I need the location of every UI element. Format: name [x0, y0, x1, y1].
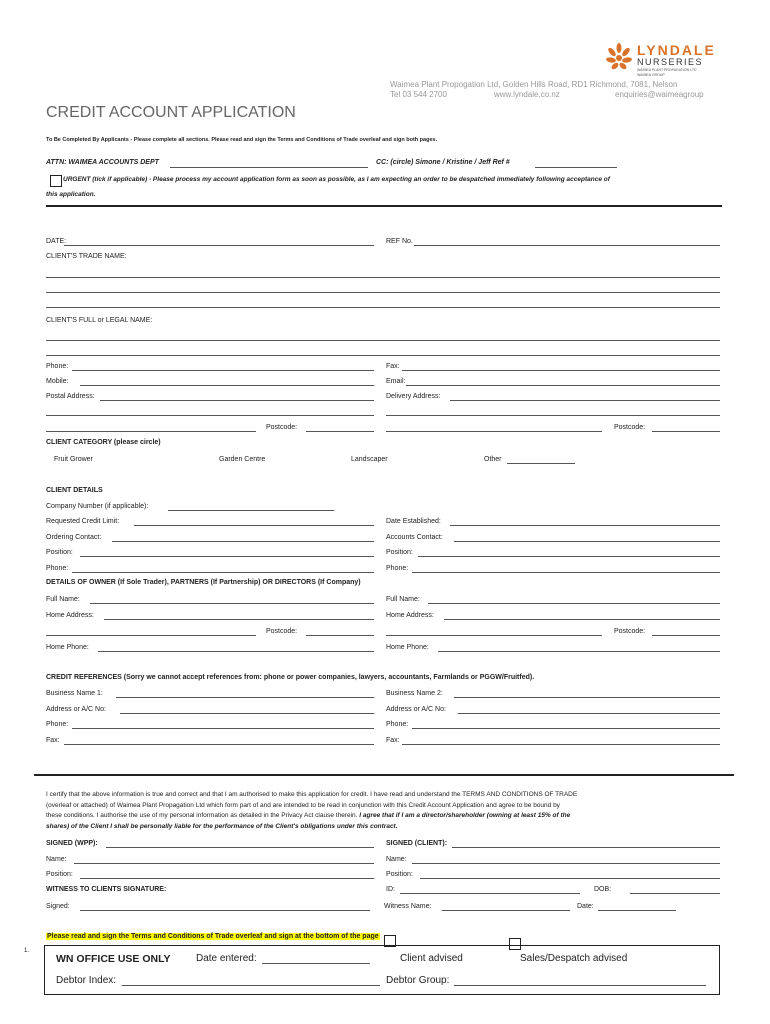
company-number-field[interactable] — [168, 510, 334, 511]
ref-address-label-2: Address or A/C No: — [386, 706, 446, 713]
home-phone-label: Home Phone: — [46, 644, 89, 651]
witness-name-field[interactable] — [442, 910, 570, 911]
full-name-field-2[interactable] — [428, 603, 720, 604]
sign-position-label: Position: — [46, 871, 73, 878]
cd-phone-field-2[interactable] — [412, 572, 720, 573]
sign-position-field[interactable] — [80, 878, 374, 879]
owner-postcode-field[interactable] — [306, 635, 374, 636]
email-field[interactable] — [406, 385, 720, 386]
category-landscaper[interactable]: Landscaper — [351, 456, 388, 463]
sign-position-label-2: Position: — [386, 871, 413, 878]
credit-limit-label: Requested Credit Limit: — [46, 518, 120, 525]
debtor-index-label: Debtor Index: — [56, 975, 117, 986]
ref-fax-field-2[interactable] — [402, 744, 720, 745]
owner-postcode-label-2: Postcode: — [614, 628, 646, 635]
company-number-label: Company Number (if applicable): — [46, 503, 149, 510]
instructions: To Be Completed By Applicants - Please complete all sections. Please read and sign the Terms and Conditions of Trade overleaf and sign both pages. — [46, 137, 438, 143]
mobile-label: Mobile: — [46, 378, 69, 385]
cd-phone-field[interactable] — [72, 572, 374, 573]
witness-date-label: Date: — [577, 903, 594, 910]
ref-phone-field[interactable] — [72, 728, 374, 729]
witness-signed-label: Signed: — [46, 903, 70, 910]
ordering-contact-label: Ordering Contact: — [46, 534, 102, 541]
sign-position-field-2[interactable] — [420, 878, 720, 879]
postal-field[interactable] — [100, 400, 374, 401]
accounts-contact-label: Accounts Contact: — [386, 534, 443, 541]
ref-address-label: Address or A/C No: — [46, 706, 106, 713]
legal-name-label: CLIENT'S FULL or LEGAL NAME: — [46, 317, 153, 324]
business2-field[interactable] — [454, 697, 720, 698]
delivery-postcode-field[interactable] — [652, 431, 720, 432]
office-title: WN OFFICE USE ONLY — [56, 953, 171, 965]
phone-label: Phone: — [46, 363, 69, 370]
contact-address: Waimea Plant Propogation Ltd, Golden Hills Road, RD1 Richmond, 7081, Nelson — [390, 80, 678, 89]
sign-name-label-2: Name: — [386, 856, 407, 863]
logo-word1: LYNDALE — [637, 42, 716, 58]
fax-label: Fax: — [386, 363, 400, 370]
footer-note: Please read and sign the Terms and Conditions of Trade overleaf and sign at the bottom of the page — [47, 933, 379, 940]
ref-phone-label: Phone: — [46, 721, 69, 728]
id-label: ID: — [386, 886, 395, 893]
email-label: Email: — [386, 378, 406, 385]
home-address-field-2[interactable] — [444, 619, 720, 620]
witness-date-field[interactable] — [598, 910, 676, 911]
phone-field[interactable] — [72, 370, 374, 371]
debtor-index-field[interactable] — [122, 985, 380, 986]
sign-name-field[interactable] — [74, 863, 374, 864]
full-name-label: Full Name: — [46, 596, 80, 603]
debtor-group-field[interactable] — [454, 985, 706, 986]
id-field[interactable] — [400, 893, 580, 894]
position-field-2[interactable] — [418, 556, 720, 557]
urgent-text: URGENT (tick if applicable) - Please process my account application form as soon as possible, as I am expecting an order to be despatched immediately following acceptance of — [63, 176, 610, 183]
owner-postcode-label: Postcode: — [266, 628, 298, 635]
home-address-label-2: Home Address: — [386, 612, 434, 619]
home-address-field[interactable] — [104, 619, 374, 620]
full-name-label-2: Full Name: — [386, 596, 420, 603]
urgent-checkbox[interactable] — [50, 175, 62, 187]
logo — [605, 42, 725, 82]
postal-label: Postal Address: — [46, 393, 95, 400]
leaf-logo-icon — [605, 42, 633, 72]
ref-fax-label-2: Fax: — [386, 737, 400, 744]
position-label-2: Position: — [386, 549, 413, 556]
date-entered-label: Date entered: — [196, 953, 257, 964]
contact-email: enquiries@waimeagroup — [615, 90, 704, 99]
sign-name-label: Name: — [46, 856, 67, 863]
sign-name-field-2[interactable] — [412, 863, 720, 864]
attn-cc: CC: (circle) Simone / Kristine / Jeff Ref # — [376, 159, 510, 166]
category-heading: CLIENT CATEGORY (please circle) — [46, 439, 161, 446]
debtor-group-label: Debtor Group: — [386, 975, 450, 986]
logo-sub2: WAIMEA GROUP — [637, 73, 665, 77]
date-established-label: Date Established: — [386, 518, 441, 525]
page-mark: 1. — [24, 948, 30, 954]
witness-label: WITNESS TO CLIENTS SIGNATURE: — [46, 886, 167, 893]
full-name-field[interactable] — [90, 603, 374, 604]
credit-limit-field[interactable] — [134, 525, 374, 526]
witness-name-label: Witness Name: — [384, 903, 432, 910]
ref-fax-label: Fax: — [46, 737, 60, 744]
home-phone-field[interactable] — [98, 651, 374, 652]
signed-client-field[interactable] — [452, 847, 720, 848]
date-label: DATE: — [46, 238, 67, 245]
contact-tel: Tel 03 544 2700 — [390, 90, 447, 99]
position-label: Position: — [46, 549, 73, 556]
ref-field[interactable] — [414, 245, 720, 246]
signed-client-label: SIGNED (CLIENT): — [386, 840, 448, 847]
accounts-contact-field[interactable] — [454, 541, 720, 542]
ref-address-field[interactable] — [120, 713, 374, 714]
cd-phone-label: Phone: — [46, 565, 69, 572]
attn-label: ATTN: WAIMEA ACCOUNTS DEPT — [46, 159, 159, 166]
business2-label: Business Name 2: — [386, 690, 443, 697]
certify-text: I certify that the above information is true and correct and that I am authorised to make this application for credit. I have read and understand the TERMS AND CONDITIONS OF TRADE (overleaf or attached) of Waimea Plant Propagation Ltd which form part of and are intended to be read in conjunction with this Credit Account Application and agree to be bound by these conditions. I authorise the use of my personal information as detailed in the Privacy Act clause therein. I agree that if I am a director/shareholder (owning at least 15% of the shares) of the Client I shall be personally liable for the performance of the Client's obligations under this contract. — [46, 791, 578, 830]
logo-sub1: WAIMEA PLANT PROPAGATION LTD — [637, 68, 697, 72]
home-address-label: Home Address: — [46, 612, 94, 619]
category-garden-centre[interactable]: Garden Centre — [219, 456, 266, 463]
signed-wpp-label: SIGNED (WPP): — [46, 840, 98, 847]
trade-name-field[interactable] — [46, 277, 720, 278]
date-established-field[interactable] — [450, 525, 720, 526]
cd-phone-label-2: Phone: — [386, 565, 409, 572]
date-entered-field[interactable] — [262, 963, 370, 964]
postcode-field[interactable] — [306, 431, 374, 432]
ref-label: REF No. — [386, 238, 413, 245]
owner-postcode-field-2[interactable] — [652, 635, 720, 636]
sales-advised-label: Sales/Despatch advised — [520, 953, 628, 964]
legal-name-field[interactable] — [46, 340, 720, 341]
postcode-label: Postcode: — [266, 424, 298, 431]
logo-word2: NURSERIES — [637, 57, 704, 67]
dob-label: DOB: — [594, 886, 612, 893]
ref-address-field-2[interactable] — [458, 713, 720, 714]
dob-field[interactable] — [630, 893, 720, 894]
witness-signed-field[interactable] — [80, 910, 370, 911]
contact-web: www.lyndale.co.nz — [494, 90, 560, 99]
delivery-label: Delivery Address: — [386, 393, 441, 400]
client-details-heading: CLIENT DETAILS — [46, 487, 103, 494]
category-other-field[interactable] — [507, 463, 575, 464]
ordering-contact-field[interactable] — [112, 541, 374, 542]
mobile-field[interactable] — [80, 385, 374, 386]
signed-wpp-field[interactable] — [106, 847, 374, 848]
category-other[interactable]: Other — [484, 456, 502, 463]
trade-name-label: CLIENT'S TRADE NAME: — [46, 253, 127, 260]
category-fruit-grower[interactable]: Fruit Grower — [54, 456, 93, 463]
home-phone-field-2[interactable] — [438, 651, 720, 652]
references-heading: CREDIT REFERENCES (Sorry we cannot accept references from: phone or power companies, lawyers, accountants, Farmlands or PGGW/Fruitfed). — [46, 674, 535, 681]
ref-fax-field[interactable] — [64, 744, 374, 745]
home-phone-label-2: Home Phone: — [386, 644, 429, 651]
owners-heading: DETAILS OF OWNER (If Sole Trader), PARTNERS (If Partnership) OR DIRECTORS (If Company) — [46, 579, 361, 586]
page-title: CREDIT ACCOUNT APPLICATION — [46, 104, 296, 121]
date-field[interactable] — [64, 245, 374, 246]
client-advised-label: Client advised — [400, 953, 463, 964]
delivery-field[interactable] — [450, 400, 720, 401]
business1-field[interactable] — [116, 697, 374, 698]
ref-phone-label-2: Phone: — [386, 721, 409, 728]
business1-label: Business Name 1: — [46, 690, 103, 697]
ref-phone-field-2[interactable] — [412, 728, 720, 729]
urgent-text-2: this application. — [46, 191, 96, 198]
delivery-postcode-label: Postcode: — [614, 424, 646, 431]
position-field[interactable] — [80, 556, 374, 557]
fax-field[interactable] — [402, 370, 720, 371]
